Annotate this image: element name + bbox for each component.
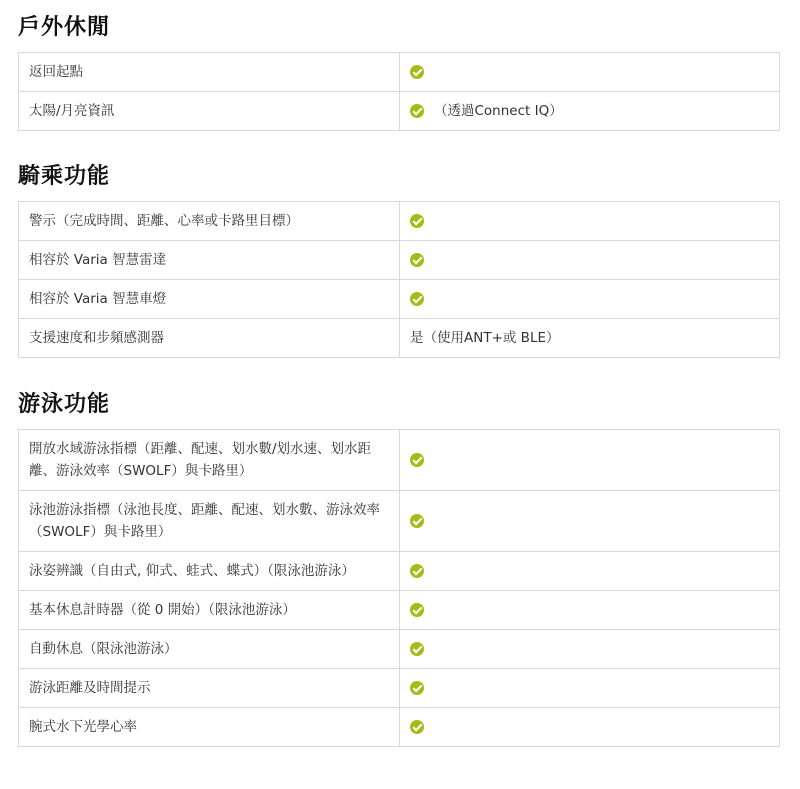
- feature-name: 相容於 Varia 智慧雷達: [19, 241, 400, 280]
- check-circle-icon: [410, 720, 424, 734]
- feature-value: [400, 53, 780, 92]
- outdoor-feature-table: [18, 52, 780, 131]
- table-row: [19, 591, 780, 630]
- check-circle-icon: [410, 104, 424, 118]
- feature-value: [400, 430, 780, 491]
- check-circle-icon: [410, 681, 424, 695]
- feature-value: [400, 552, 780, 591]
- feature-name: 支援速度和步頻感測器: [19, 319, 400, 358]
- feature-value: [400, 630, 780, 669]
- feature-name: 自動休息（限泳池游泳）: [19, 630, 400, 669]
- feature-name: 基本休息計時器（從 0 開始）（限泳池游泳）: [19, 591, 400, 630]
- table-row: [19, 53, 780, 92]
- feature-name: 相容於 Varia 智慧車燈: [19, 280, 400, 319]
- check-circle-icon: [410, 564, 424, 578]
- feature-name: 泳池游泳指標（泳池長度、距離、配速、划水數、游泳效率（SWOLF）與卡路里）: [19, 491, 400, 552]
- feature-value: [400, 202, 780, 241]
- feature-name: 警示（完成時間、距離、心率或卡路里目標）: [19, 202, 400, 241]
- feature-value: [400, 280, 780, 319]
- feature-value: [400, 591, 780, 630]
- feature-value: [400, 319, 780, 358]
- check-circle-icon: [410, 453, 424, 467]
- feature-value: [400, 708, 780, 747]
- check-circle-icon: [410, 65, 424, 79]
- feature-value: [400, 491, 780, 552]
- feature-name: 泳姿辨識（自由式, 仰式、蛙式、蝶式）（限泳池游泳）: [19, 552, 400, 591]
- table-row: [19, 430, 780, 491]
- table-row: [19, 92, 780, 131]
- feature-name: 返回起點: [19, 53, 400, 92]
- cycling-feature-table: [18, 201, 780, 358]
- table-row: [19, 630, 780, 669]
- feature-note: 是（使用ANT+或 BLE）: [410, 330, 560, 346]
- check-circle-icon: [410, 292, 424, 306]
- feature-value: [400, 669, 780, 708]
- section-title-cycling: 騎乘功能: [18, 164, 111, 189]
- feature-name: 開放水域游泳指標（距離、配速、划水數/划水速、划水距離、游泳效率（SWOLF）與卡路里）: [19, 430, 400, 491]
- check-circle-icon: [410, 603, 424, 617]
- table-row: [19, 491, 780, 552]
- table-row: [19, 280, 780, 319]
- section-title-swimming: 游泳功能: [18, 392, 111, 417]
- feature-name: 太陽/月亮資訊: [19, 92, 400, 131]
- check-circle-icon: [410, 642, 424, 656]
- feature-name: 腕式水下光學心率: [19, 708, 400, 747]
- table-row: [19, 708, 780, 747]
- table-row: [19, 319, 780, 358]
- table-row: [19, 552, 780, 591]
- check-circle-icon: [410, 253, 424, 267]
- swimming-feature-table: [18, 429, 780, 747]
- feature-value: [400, 241, 780, 280]
- table-row: [19, 241, 780, 280]
- table-row: [19, 202, 780, 241]
- section-title-outdoor: 戶外休閒: [18, 15, 111, 40]
- table-row: [19, 669, 780, 708]
- feature-value: [400, 92, 780, 131]
- feature-note: （透過Connect IQ）: [434, 103, 563, 119]
- check-circle-icon: [410, 214, 424, 228]
- feature-name: 游泳距離及時間提示: [19, 669, 400, 708]
- check-circle-icon: [410, 514, 424, 528]
